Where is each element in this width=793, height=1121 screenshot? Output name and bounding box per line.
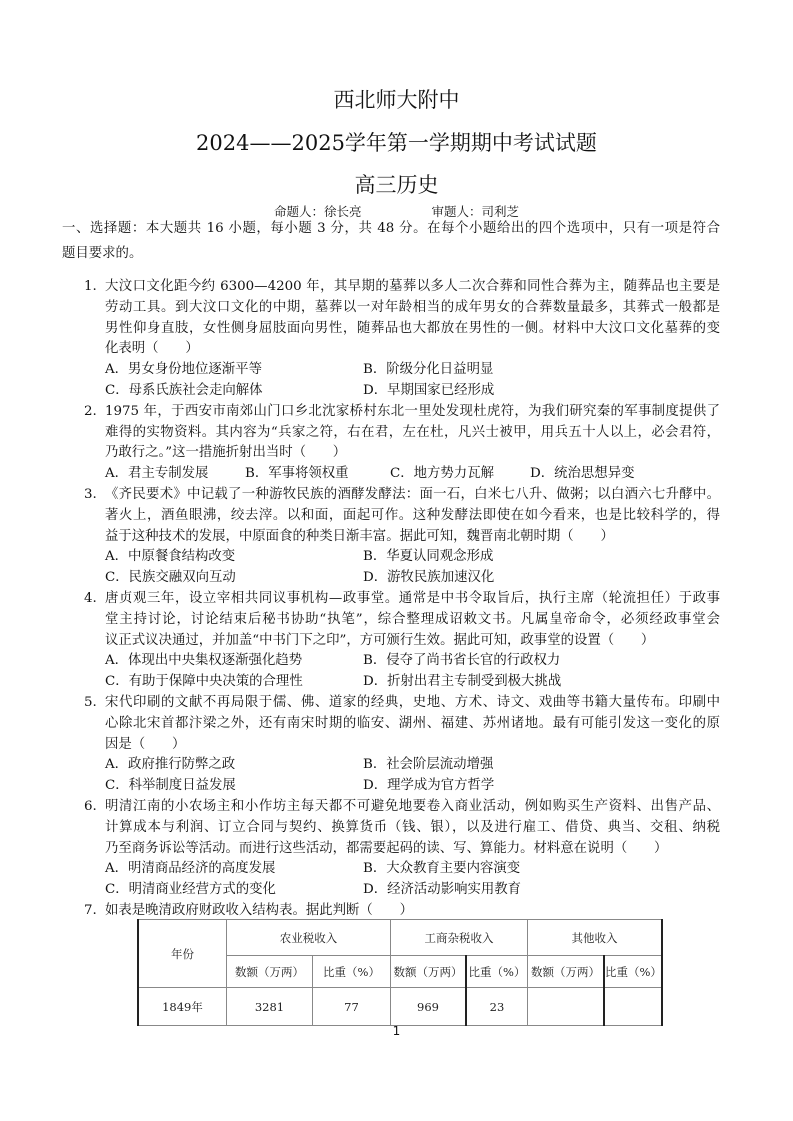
answer-option: B．社会阶层流动增强	[363, 757, 494, 773]
question-number: 4.	[84, 591, 97, 606]
year-header: 年份	[138, 920, 227, 988]
table-cell: 3281	[227, 988, 313, 1026]
answer-option: B．军事将领权重	[245, 466, 349, 482]
answer-option: A．明清商品经济的高度发展	[105, 861, 276, 877]
group-header: 其他收入	[528, 920, 663, 956]
section-instruction: 一、选择题：本大题共 16 小题，每小题 3 分，共 48 分。在每个小题给出的四个选项中，只有一项是符合	[62, 221, 720, 236]
question-text: 1975 年，于西安市南郊山门口乡北沈家桥村东北一里处发现杜虎符，为我们研究秦的军事制度提供了	[105, 403, 720, 419]
sub-header: 比重（%）	[466, 956, 528, 988]
subject-title: 高三历史	[354, 173, 439, 197]
revenue-table	[137, 919, 663, 1026]
question-number: 2.	[84, 403, 97, 419]
answer-option: C．有助于保障中央决策的合理性	[105, 674, 303, 690]
question-text: 劳动工具。到大汶口文化的中期，墓葬以一对年龄相当的成年男女的合葬数量最多，其葬式一般都是	[105, 299, 720, 315]
question-text: 益于这种技术的发展，中原面食的种类日渐丰富。据此可知，魏晋南北朝时期（ ）	[105, 528, 614, 544]
question-text: 因是（ ）	[105, 736, 186, 752]
question-text: 《齐民要术》中记载了一种游牧民族的酒酵发酵法：面一石，白米七八升、做粥；以白酒六七升酵中。	[105, 487, 720, 502]
question-text: 计算成本与利润、订立合同与契约、换算货币（钱、银），以及进行雇工、借贷、典当、交租、纳税	[105, 819, 720, 835]
answer-option: B．大众教育主要内容演变	[363, 861, 521, 877]
answer-option: B．阶级分化日益明显	[363, 362, 494, 378]
table-cell	[604, 988, 662, 1026]
question-text: 如表是晚清政府财政收入结构表。据此判断（ ）	[105, 903, 413, 918]
answer-option: C．明清商业经营方式的变化	[105, 882, 276, 898]
table-cell: 23	[466, 988, 528, 1026]
answer-option: A．中原餐食结构改变	[105, 549, 236, 565]
school-name: 西北师大附中	[333, 88, 460, 112]
sub-header: 数额（万两）	[227, 956, 313, 988]
section-instruction: 题目要求的。	[62, 246, 143, 261]
answer-option: D．折射出君主专制受到极大挑战	[363, 674, 562, 690]
authors-line	[0, 202, 793, 220]
question-number: 6.	[84, 799, 97, 814]
question-text: 唐贞观三年，设立宰相共同议事机构—政事堂。通常是中书令取旨后，执行主席（轮流担任）于政事	[105, 591, 720, 606]
answer-option: D．统治思想异变	[530, 466, 635, 482]
question-text: 男性仰身直肢，女性侧身屈肢面向男性，随葬品也大都放在男性的一侧。材料中大汶口文化墓葬的变	[105, 320, 720, 336]
author: 命题人：徐长亮	[273, 204, 362, 219]
answer-option: D．经济活动影响实用教育	[363, 882, 522, 898]
question-text: 难得的实物资料。其内容为“兵家之符，右在君，左在杜，凡兴士被甲，用兵五十人以上，必会君符，	[105, 424, 720, 440]
table-cell	[528, 988, 605, 1026]
question-text: 堂主持讨论，讨论结束后秘书协助“执笔”，综合整理成诏敕文书。凡属皇帝命令，必须经政事堂会	[105, 611, 720, 627]
question-text: 化表明（ ）	[105, 341, 199, 357]
question-text: 乃敢行之。”这一措施折射出当时（ ）	[105, 445, 347, 461]
group-header: 工商杂税收入	[391, 920, 528, 956]
question-number: 3.	[84, 487, 97, 502]
question-number: 1.	[84, 279, 97, 294]
page-number: 1	[392, 1024, 401, 1038]
answer-option: A．体现出中央集权逐渐强化趋势	[105, 653, 303, 669]
answer-option: D．早期国家已经形成	[363, 383, 495, 398]
group-header: 农业税收入	[227, 920, 391, 956]
sub-header: 数额（万两）	[391, 956, 467, 988]
answer-option: B．华夏认同观念形成	[363, 549, 494, 565]
answer-option: A．政府推行防弊之政	[105, 757, 236, 773]
sub-header: 比重（%）	[604, 956, 662, 988]
question-number: 7.	[84, 903, 97, 918]
question-text: 宋代印刷的文献不再局限于儒、佛、道家的经典，史地、方术、诗文、戏曲等书籍大量传布。印刷中	[105, 695, 720, 710]
question-text: 著火上，酒鱼眼沸，绞去滓。以和面，面起可作。这种发酵法即使在如今看来，也是比较科学的，得	[105, 507, 720, 523]
answer-option: C．地方势力瓦解	[390, 466, 494, 482]
year-cell: 1849年	[138, 988, 227, 1026]
question-text: 乃至商务诉讼等活动。而进行这些活动，都需要起码的读、写、算能力。材料意在说明（ ）	[105, 840, 668, 856]
answer-option: A．男女身份地位逐渐平等	[105, 362, 262, 378]
table-row	[138, 988, 662, 1026]
reviewer: 审题人：司利芝	[431, 204, 520, 219]
table-cell: 969	[391, 988, 467, 1026]
answer-option: C．母系氏族社会走向解体	[105, 383, 263, 398]
question-text: 心除北宋首都汴梁之外，还有南宋时期的临安、湖州、福建、苏州诸地。最有可能引发这一变化的原	[105, 715, 720, 731]
answer-option: D．理学成为官方哲学	[363, 778, 495, 794]
table-cell: 77	[313, 988, 391, 1026]
answer-option: D．游牧民族加速汉化	[363, 570, 495, 586]
answer-option: B．侵夺了尚书省长官的行政权力	[363, 653, 561, 669]
question-number: 5.	[84, 695, 97, 710]
answer-option: C．民族交融双向互动	[105, 570, 236, 586]
answer-option: A．君主专制发展	[105, 466, 209, 482]
question-text: 明清江南的小农场主和小作坊主每天都不可避免地要卷入商业活动，例如购买生产资料、出售产品、	[105, 799, 720, 814]
exam-title: 2024——2025学年第一学期期中考试试题	[196, 131, 597, 155]
question-text: 大汶口文化距今约 6300—4200 年，其早期的墓葬以多人二次合葬和同性合葬为主，随葬品也主要是	[105, 279, 720, 294]
sub-header: 数额（万两）	[528, 956, 605, 988]
question-text: 议正式议决通过，并加盖“中书门下之印”，方可颁行生效。据此可知，政事堂的设置（ ）	[105, 632, 655, 648]
sub-header: 比重（%）	[313, 956, 391, 988]
answer-option: C．科举制度日益发展	[105, 778, 236, 794]
